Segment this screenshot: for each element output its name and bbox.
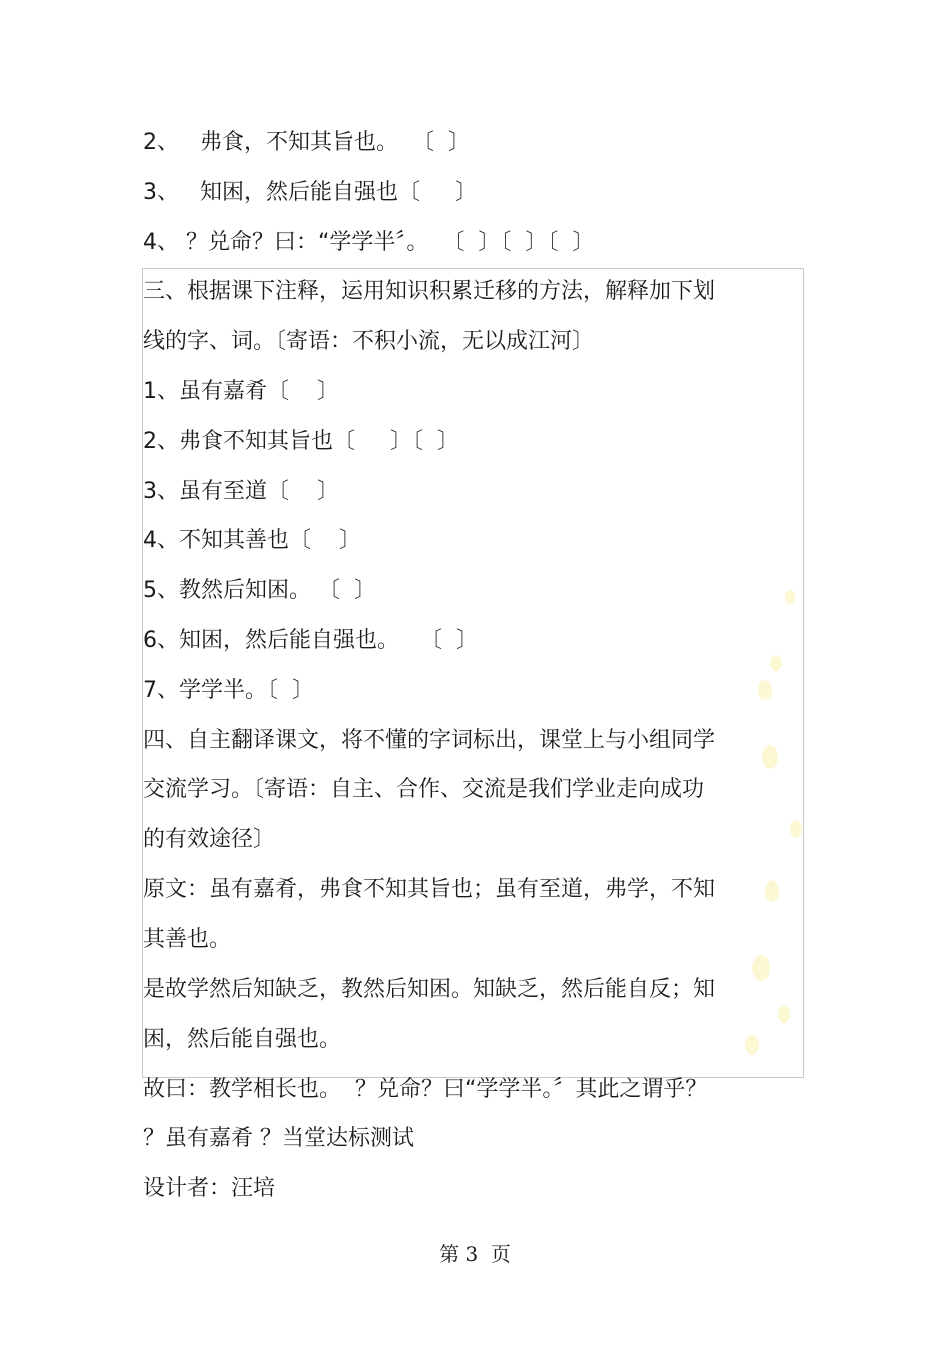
scan-speckle	[758, 680, 772, 700]
original-text-line4: 困，然后能自强也。	[143, 1027, 342, 1052]
original-text-line5: 故曰：教学相长也。 ？兑命？曰“学学半。〞其此之谓乎？	[143, 1077, 708, 1102]
scan-speckle	[762, 745, 778, 769]
section3-item-2: 2、弗食不知其旨也〔 〕〔 〕	[143, 429, 459, 454]
section3-item-3: 3、虽有至道〔 〕	[143, 479, 339, 504]
item-line-3: 3、 知困，然后能自强也〔 〕	[143, 180, 477, 205]
scan-speckle	[790, 820, 802, 838]
scan-speckle	[752, 955, 770, 981]
original-text-line3: 是故学然后知缺乏，教然后知困。知缺乏，然后能自反；知	[143, 977, 716, 1002]
item-line-4: 4、 ？兑命？曰：“学学半〞。 〔 〕〔 〕〔 〕	[143, 230, 595, 255]
section3-heading-line2: 线的字、词。〔寄语：不积小流，无以成江河〕	[143, 329, 595, 354]
section3-heading-line1: 三、根据课下注释，运用知识积累迁移的方法，解释加下划	[143, 279, 716, 304]
section3-item-1: 1、虽有嘉肴〔 〕	[143, 379, 339, 404]
original-text-line1: 原文：虽有嘉肴，弗食不知其旨也；虽有至道，弗学，不知	[143, 877, 716, 902]
section3-item-5: 5、教然后知困。 〔 〕	[143, 578, 376, 603]
section3-item-4: 4、不知其善也〔 〕	[143, 528, 361, 553]
page-number: 第 3 页	[439, 1242, 511, 1266]
designer-credit: 设计者：汪培	[143, 1176, 276, 1201]
scan-speckle	[745, 1035, 759, 1055]
section4-heading-line1: 四、自主翻译课文，将不懂的字词标出，课堂上与小组同学	[143, 728, 716, 753]
scan-speckle	[765, 880, 779, 902]
section3-item-7: 7、学学半。〔 〕	[143, 678, 314, 703]
section4-heading-line3: 的有效途径〕	[143, 827, 276, 852]
scan-speckle	[778, 1005, 790, 1023]
item-line-2: 2、 弗食，不知其旨也。 〔 〕	[143, 130, 470, 155]
scan-speckle	[785, 590, 795, 604]
original-text-line6: ？虽有嘉肴 ？当堂达标测试	[143, 1126, 414, 1151]
original-text-line2: 其善也。	[143, 927, 232, 952]
section4-heading-line2: 交流学习。〔寄语：自主、合作、交流是我们学业走向成功	[143, 777, 705, 802]
scan-speckle	[770, 655, 782, 671]
section3-item-6: 6、知困，然后能自强也。 〔 〕	[143, 628, 478, 653]
